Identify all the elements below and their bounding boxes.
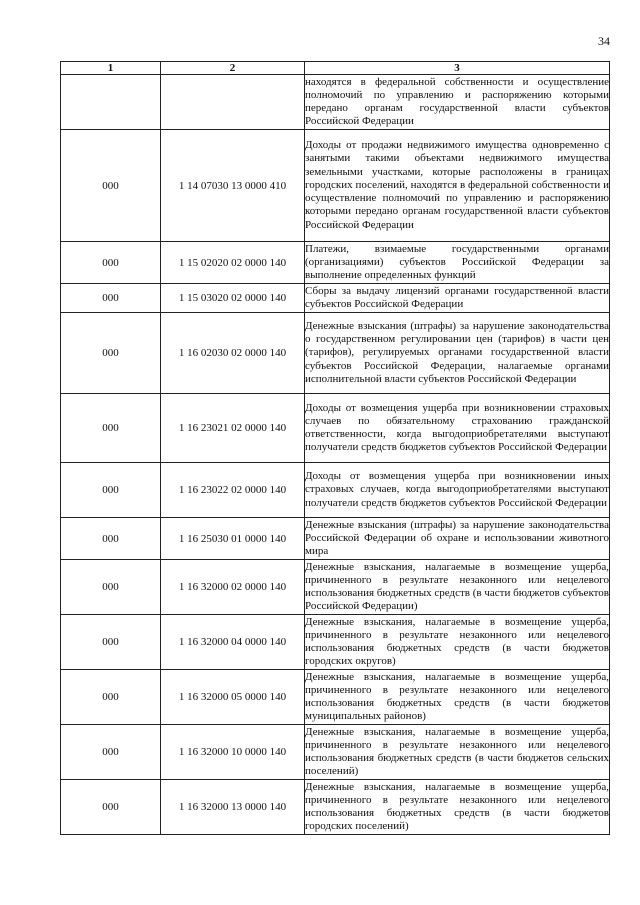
table-row [61,242,610,284]
admin-code-cell: 000 [61,518,161,560]
budget-code-cell: 1 16 32000 10 0000 140 [161,725,305,780]
description-cell: Денежные взыскания, налагаемые в возмещение ущерба, причиненного в результате незаконного или нецелевого использования бюджетных средств (в части бюджетов муниципальных районов) [305,670,610,725]
table-row [61,394,610,463]
admin-code-cell: 000 [61,284,161,313]
table-row [61,463,610,518]
page-number: 34 [598,34,610,48]
description-cell: Доходы от возмещения ущерба при возникновении страховых случаев по обязательному страхованию гражданской ответственности, когда выгодоприобретателями выступают получатели средств бюджетов субъектов Российской Федерации [305,394,610,463]
description-cell: Денежные взыскания (штрафы) за нарушение законодательства о государственном регулировании цен (тарифов) в части цен (тарифов), регулируемых органами государственной власти субъектов Российской Федерации, налагаемые органами исполнительной власти субъектов Российской Федерации [305,313,610,394]
description-cell: Денежные взыскания, налагаемые в возмещение ущерба, причиненного в результате незаконного или нецелевого использования бюджетных средств (в части бюджетов городских округов) [305,615,610,670]
budget-code-cell: 1 16 32000 02 0000 140 [161,560,305,615]
table-header-row [61,62,610,75]
column-header-2: 2 [161,62,305,75]
admin-code-cell: 000 [61,670,161,725]
budget-code-cell: 1 16 25030 01 0000 140 [161,518,305,560]
description-cell: Доходы от возмещения ущерба при возникновении иных страховых случаев, когда выгодоприобретателями выступают получатели средств бюджетов субъектов Российской Федерации [305,463,610,518]
budget-code-cell: 1 16 32000 05 0000 140 [161,670,305,725]
table-row [61,518,610,560]
budget-code-cell: 1 16 23021 02 0000 140 [161,394,305,463]
admin-code-cell: 000 [61,725,161,780]
budget-code-cell: 1 16 32000 13 0000 140 [161,780,305,835]
admin-code-cell: 000 [61,242,161,284]
budget-code-cell: 1 14 07030 13 0000 410 [161,130,305,242]
revenue-codes-table [60,61,610,835]
description-cell: Денежные взыскания (штрафы) за нарушение законодательства Российской Федерации об охране и использовании животного мира [305,518,610,560]
admin-code-cell: 000 [61,615,161,670]
admin-code-cell [61,75,161,130]
description-cell: Сборы за выдачу лицензий органами государственной власти субъектов Российской Федерации [305,284,610,313]
description-cell: Платежи, взимаемые государственными органами (организациями) субъектов Российской Федерации за выполнение определенных функций [305,242,610,284]
description-cell: находятся в федеральной собственности и осуществление полномочий по управлению и распоряжению которыми передано органам государственной власти субъектов Российской Федерации [305,75,610,130]
table-row [61,725,610,780]
admin-code-cell: 000 [61,313,161,394]
description-cell: Доходы от продажи недвижимого имущества одновременно с занятыми такими объектами недвижимого имущества земельными участками, которые расположены в границах городских поселений, находятся в федеральной собственности и осуществление полномочий по управлению и распоряжению которыми передано органам государственной власти субъектов Российской Федерации [305,130,610,242]
budget-code-cell: 1 16 02030 02 0000 140 [161,313,305,394]
budget-code-cell: 1 16 23022 02 0000 140 [161,463,305,518]
table-row [61,284,610,313]
admin-code-cell: 000 [61,463,161,518]
description-cell: Денежные взыскания, налагаемые в возмещение ущерба, причиненного в результате незаконного или нецелевого использования бюджетных средств (в части бюджетов сельских поселений) [305,725,610,780]
budget-code-cell: 1 15 02020 02 0000 140 [161,242,305,284]
column-header-1: 1 [61,62,161,75]
description-cell: Денежные взыскания, налагаемые в возмещение ущерба, причиненного в результате незаконного или нецелевого использования бюджетных средств (в части бюджетов городских поселений) [305,780,610,835]
table-row [61,313,610,394]
description-cell: Денежные взыскания, налагаемые в возмещение ущерба, причиненного в результате незаконного или нецелевого использования бюджетных средств (в части бюджетов субъектов Российской Федерации) [305,560,610,615]
table-row [61,75,610,130]
admin-code-cell: 000 [61,560,161,615]
admin-code-cell: 000 [61,394,161,463]
table-row [61,670,610,725]
admin-code-cell: 000 [61,130,161,242]
table-row [61,130,610,242]
table-row [61,615,610,670]
budget-code-cell [161,75,305,130]
admin-code-cell: 000 [61,780,161,835]
column-header-3: 3 [305,62,610,75]
table-row [61,560,610,615]
table-row [61,780,610,835]
budget-code-cell: 1 15 03020 02 0000 140 [161,284,305,313]
budget-code-cell: 1 16 32000 04 0000 140 [161,615,305,670]
